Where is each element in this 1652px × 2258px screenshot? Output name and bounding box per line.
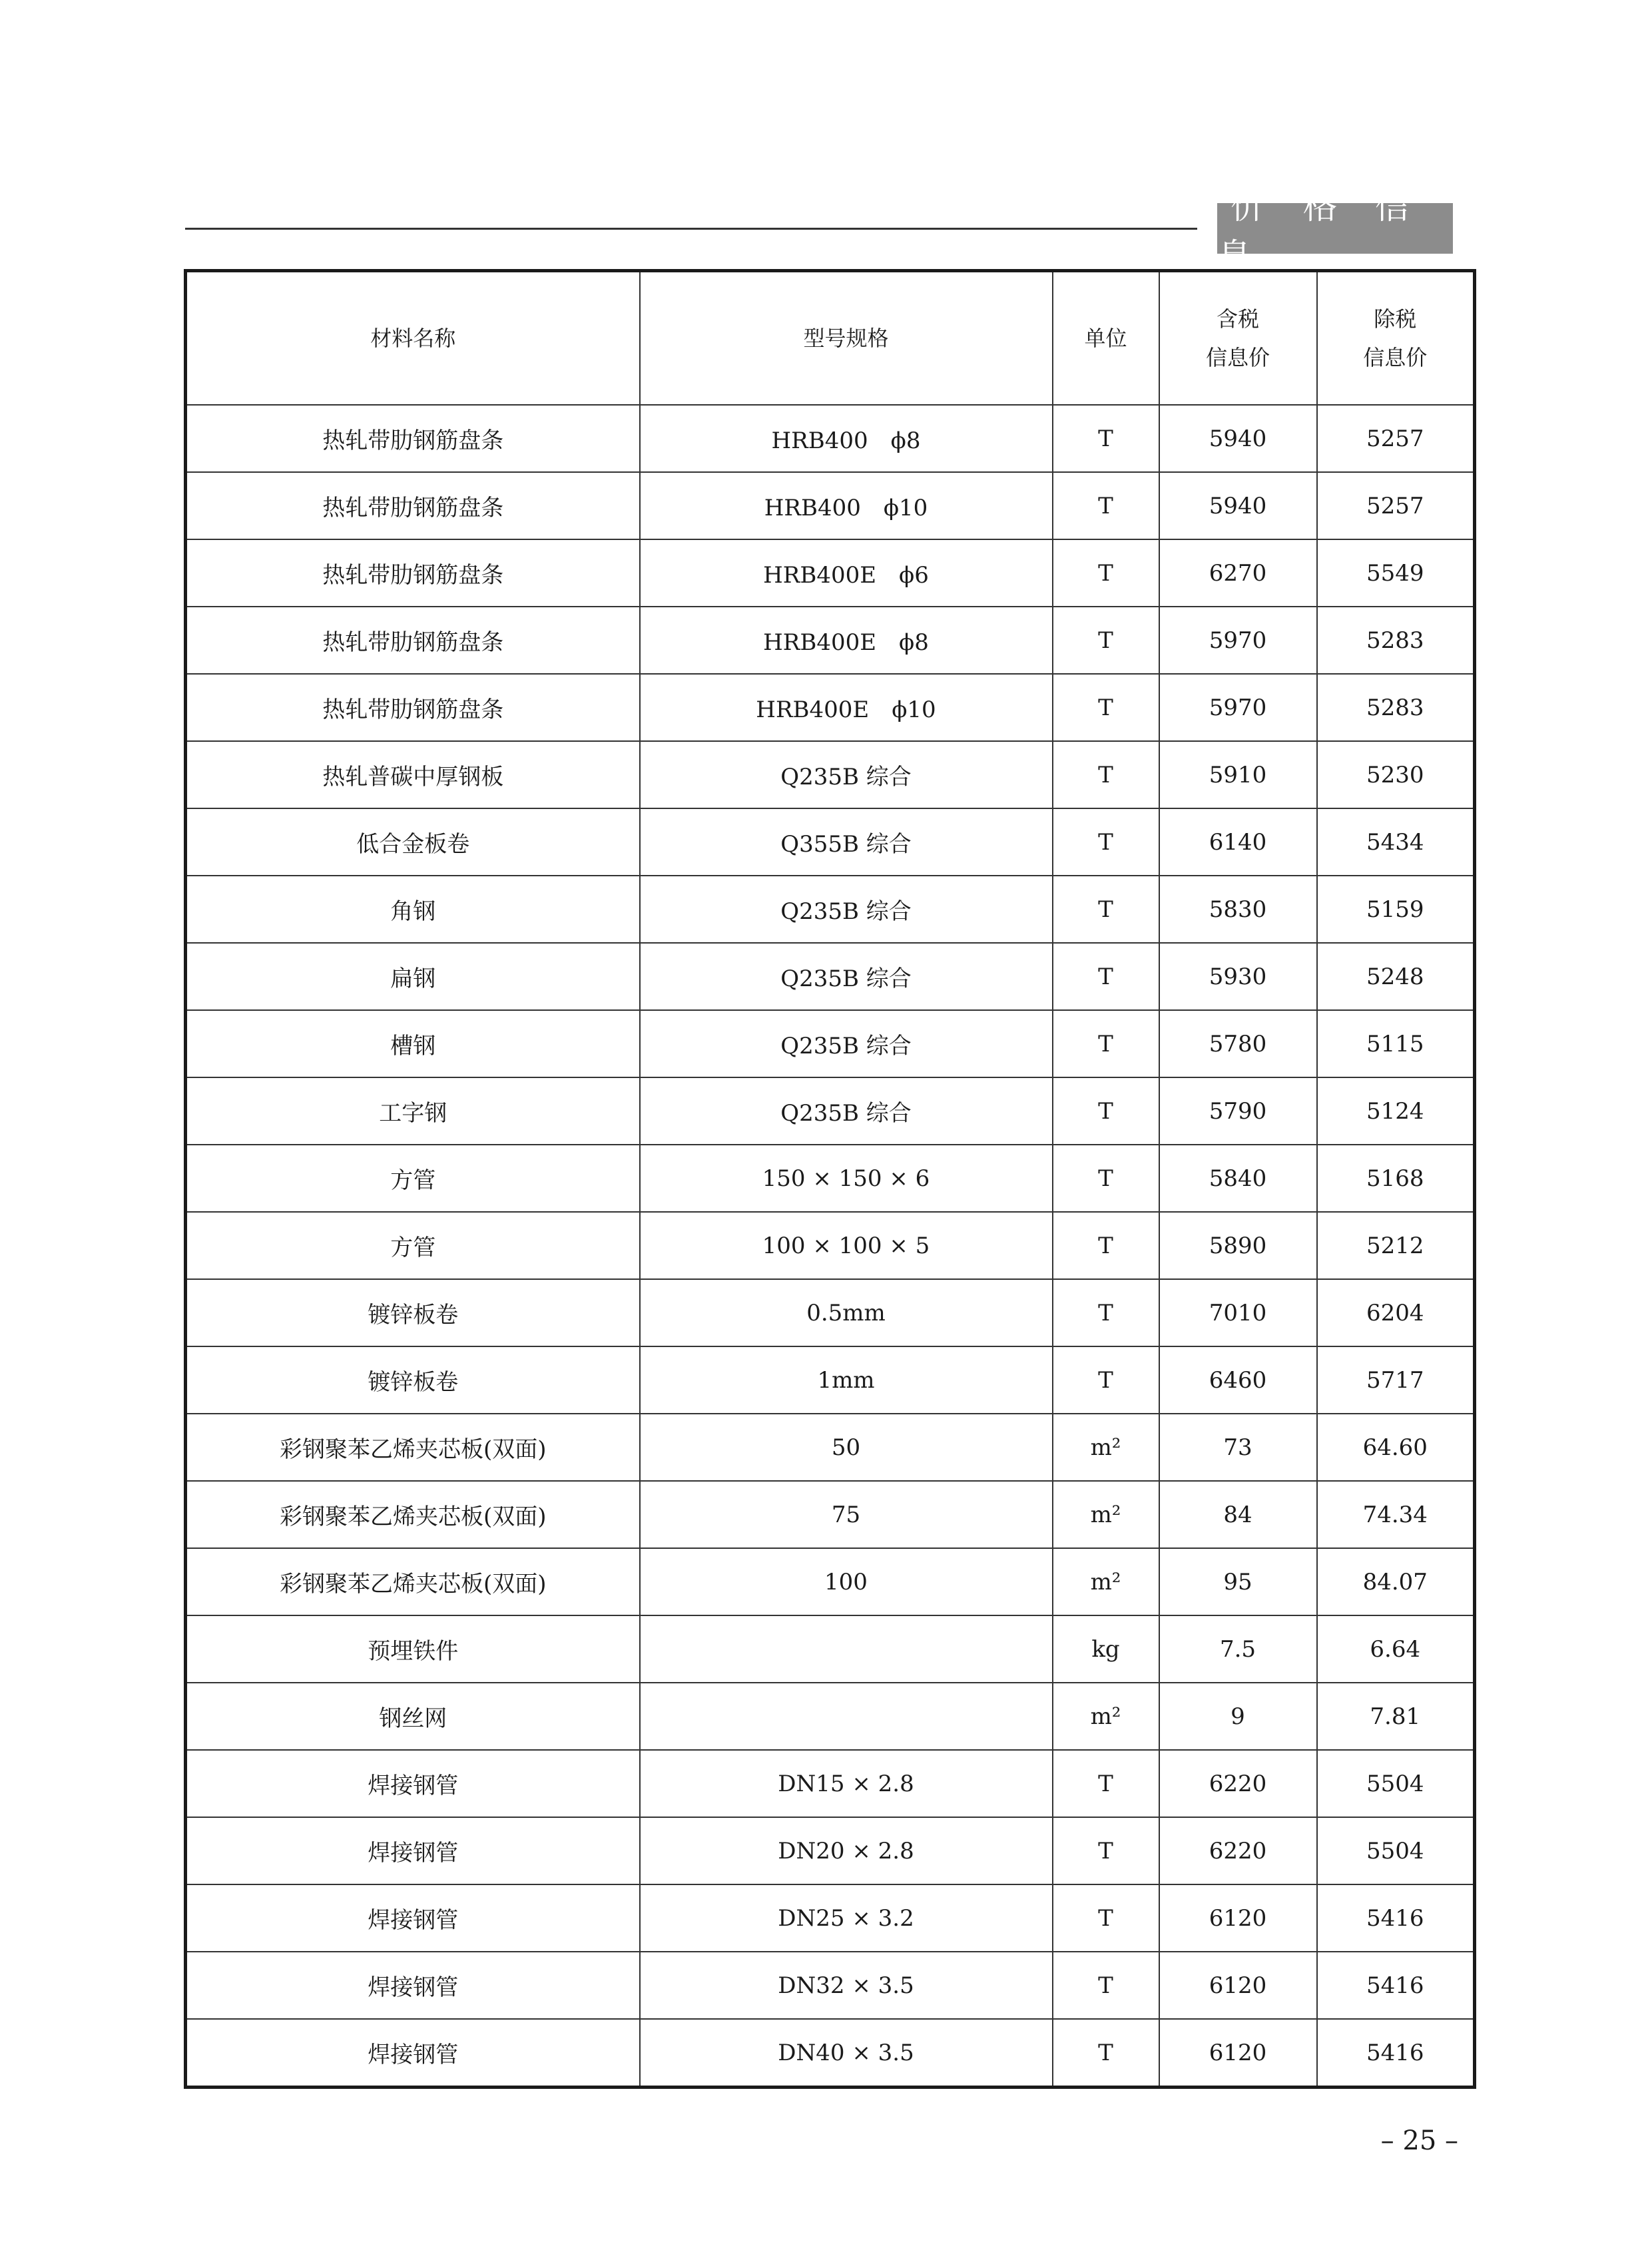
- cell-price-with-tax: 5780: [1159, 1010, 1317, 1077]
- cell-material-name: 焊接钢管: [186, 1884, 640, 1952]
- cell-spec: DN15 × 2.8: [640, 1750, 1053, 1817]
- cell-material-name: 预埋铁件: [186, 1615, 640, 1683]
- cell-price-with-tax: 7010: [1159, 1279, 1317, 1346]
- cell-price-without-tax: 5416: [1317, 1952, 1475, 2019]
- cell-unit: m²: [1053, 1414, 1159, 1481]
- cell-spec: HRB400E ϕ10: [640, 674, 1053, 741]
- table-header-row: [186, 271, 1475, 406]
- cell-price-with-tax: 9: [1159, 1683, 1317, 1750]
- cell-price-with-tax: 7.5: [1159, 1615, 1317, 1683]
- cell-unit: T: [1053, 1346, 1159, 1414]
- cell-unit: T: [1053, 674, 1159, 741]
- cell-price-with-tax: 6220: [1159, 1817, 1317, 1884]
- cell-price-with-tax: 84: [1159, 1481, 1317, 1548]
- table-row: [186, 943, 1475, 1010]
- cell-spec: 50: [640, 1414, 1053, 1481]
- cell-price-with-tax: 5890: [1159, 1212, 1317, 1279]
- cell-unit: T: [1053, 1145, 1159, 1212]
- cell-price-without-tax: 64.60: [1317, 1414, 1475, 1481]
- cell-unit: T: [1053, 1077, 1159, 1145]
- cell-unit: T: [1053, 808, 1159, 876]
- cell-price-with-tax: 5790: [1159, 1077, 1317, 1145]
- cell-material-name: 钢丝网: [186, 1683, 640, 1750]
- table-row: [186, 2019, 1475, 2088]
- cell-price-without-tax: 6204: [1317, 1279, 1475, 1346]
- col-header-unit: 单位: [1053, 271, 1159, 406]
- table-row: [186, 1414, 1475, 1481]
- cell-material-name: 焊接钢管: [186, 2019, 640, 2088]
- cell-price-with-tax: 6460: [1159, 1346, 1317, 1414]
- cell-price-with-tax: 6120: [1159, 2019, 1317, 2088]
- cell-material-name: 热轧带肋钢筋盘条: [186, 674, 640, 741]
- table-row: [186, 1279, 1475, 1346]
- cell-material-name: 焊接钢管: [186, 1817, 640, 1884]
- cell-price-with-tax: 5930: [1159, 943, 1317, 1010]
- cell-spec: HRB400 ϕ10: [640, 472, 1053, 539]
- table-row: [186, 405, 1475, 472]
- cell-material-name: 彩钢聚苯乙烯夹芯板(双面): [186, 1548, 640, 1615]
- cell-spec: Q235B 综合: [640, 1010, 1053, 1077]
- cell-spec: 75: [640, 1481, 1053, 1548]
- table-row: [186, 1817, 1475, 1884]
- cell-price-without-tax: 5257: [1317, 405, 1475, 472]
- cell-price-without-tax: 5212: [1317, 1212, 1475, 1279]
- cell-material-name: 方管: [186, 1212, 640, 1279]
- cell-spec: [640, 1683, 1053, 1750]
- cell-unit: T: [1053, 876, 1159, 943]
- cell-material-name: 热轧普碳中厚钢板: [186, 741, 640, 808]
- cell-material-name: 镀锌板卷: [186, 1346, 640, 1414]
- cell-unit: T: [1053, 539, 1159, 607]
- cell-price-without-tax: 84.07: [1317, 1548, 1475, 1615]
- col-header-spec: 型号规格: [640, 271, 1053, 406]
- table-row: [186, 1548, 1475, 1615]
- cell-price-without-tax: 5248: [1317, 943, 1475, 1010]
- section-tag: 价 格 信 息: [1217, 203, 1453, 254]
- cell-spec: DN40 × 3.5: [640, 2019, 1053, 2088]
- cell-spec: HRB400E ϕ6: [640, 539, 1053, 607]
- cell-material-name: 方管: [186, 1145, 640, 1212]
- col-header-price-with-tax: 含税 信息价: [1159, 271, 1317, 406]
- cell-price-without-tax: 5504: [1317, 1817, 1475, 1884]
- cell-price-without-tax: 5159: [1317, 876, 1475, 943]
- table-row: [186, 876, 1475, 943]
- cell-material-name: 热轧带肋钢筋盘条: [186, 539, 640, 607]
- cell-price-with-tax: 6220: [1159, 1750, 1317, 1817]
- cell-price-with-tax: 5970: [1159, 607, 1317, 674]
- cell-unit: T: [1053, 1212, 1159, 1279]
- table-row: [186, 1010, 1475, 1077]
- cell-price-with-tax: 6270: [1159, 539, 1317, 607]
- col-header-price-without-tax: 除税 信息价: [1317, 271, 1475, 406]
- cell-price-with-tax: 5910: [1159, 741, 1317, 808]
- cell-material-name: 扁钢: [186, 943, 640, 1010]
- table-row: [186, 1145, 1475, 1212]
- table-row: [186, 539, 1475, 607]
- cell-unit: T: [1053, 405, 1159, 472]
- cell-unit: m²: [1053, 1481, 1159, 1548]
- cell-material-name: 槽钢: [186, 1010, 640, 1077]
- cell-material-name: 焊接钢管: [186, 1750, 640, 1817]
- cell-spec: Q235B 综合: [640, 876, 1053, 943]
- cell-material-name: 热轧带肋钢筋盘条: [186, 405, 640, 472]
- cell-price-without-tax: 5416: [1317, 1884, 1475, 1952]
- cell-spec: DN32 × 3.5: [640, 1952, 1053, 2019]
- cell-price-with-tax: 5830: [1159, 876, 1317, 943]
- cell-spec: DN20 × 2.8: [640, 1817, 1053, 1884]
- cell-spec: 100 × 100 × 5: [640, 1212, 1053, 1279]
- table-row: [186, 472, 1475, 539]
- cell-material-name: 彩钢聚苯乙烯夹芯板(双面): [186, 1414, 640, 1481]
- cell-price-without-tax: 5416: [1317, 2019, 1475, 2088]
- cell-unit: T: [1053, 2019, 1159, 2088]
- cell-spec: Q235B 综合: [640, 1077, 1053, 1145]
- cell-spec: Q235B 综合: [640, 741, 1053, 808]
- price-table: [184, 269, 1476, 2089]
- cell-spec: Q355B 综合: [640, 808, 1053, 876]
- cell-unit: T: [1053, 741, 1159, 808]
- cell-spec: Q235B 综合: [640, 943, 1053, 1010]
- cell-unit: m²: [1053, 1683, 1159, 1750]
- cell-material-name: 工字钢: [186, 1077, 640, 1145]
- cell-spec: [640, 1615, 1053, 1683]
- cell-unit: T: [1053, 472, 1159, 539]
- cell-material-name: 热轧带肋钢筋盘条: [186, 472, 640, 539]
- cell-price-without-tax: 5230: [1317, 741, 1475, 808]
- cell-spec: 150 × 150 × 6: [640, 1145, 1053, 1212]
- cell-spec: HRB400 ϕ8: [640, 405, 1053, 472]
- cell-price-without-tax: 5283: [1317, 607, 1475, 674]
- table-row: [186, 1212, 1475, 1279]
- col-header-material-name: 材料名称: [186, 271, 640, 406]
- cell-material-name: 角钢: [186, 876, 640, 943]
- cell-price-without-tax: 7.81: [1317, 1683, 1475, 1750]
- cell-unit: T: [1053, 943, 1159, 1010]
- table-row: [186, 1952, 1475, 2019]
- cell-unit: T: [1053, 1817, 1159, 1884]
- cell-spec: HRB400E ϕ8: [640, 607, 1053, 674]
- cell-spec: 1mm: [640, 1346, 1053, 1414]
- cell-material-name: 镀锌板卷: [186, 1279, 640, 1346]
- cell-unit: T: [1053, 607, 1159, 674]
- table-row: [186, 808, 1475, 876]
- cell-material-name: 彩钢聚苯乙烯夹芯板(双面): [186, 1481, 640, 1548]
- cell-price-without-tax: 5124: [1317, 1077, 1475, 1145]
- table-row: [186, 741, 1475, 808]
- cell-price-without-tax: 5717: [1317, 1346, 1475, 1414]
- cell-unit: m²: [1053, 1548, 1159, 1615]
- cell-price-without-tax: 5504: [1317, 1750, 1475, 1817]
- cell-unit: T: [1053, 1010, 1159, 1077]
- cell-unit: T: [1053, 1750, 1159, 1817]
- cell-price-without-tax: 5168: [1317, 1145, 1475, 1212]
- cell-price-without-tax: 5549: [1317, 539, 1475, 607]
- cell-material-name: 焊接钢管: [186, 1952, 640, 2019]
- cell-unit: T: [1053, 1952, 1159, 2019]
- page-number: – 25 –: [1380, 2125, 1458, 2156]
- cell-spec: DN25 × 3.2: [640, 1884, 1053, 1952]
- header-rule: [185, 228, 1197, 230]
- table-row: [186, 1346, 1475, 1414]
- table-body: [186, 405, 1475, 2088]
- table-row: [186, 607, 1475, 674]
- table-row: [186, 1683, 1475, 1750]
- table-row: [186, 1077, 1475, 1145]
- table-row: [186, 1884, 1475, 1952]
- cell-price-with-tax: 6120: [1159, 1884, 1317, 1952]
- cell-price-with-tax: 5840: [1159, 1145, 1317, 1212]
- cell-price-without-tax: 6.64: [1317, 1615, 1475, 1683]
- cell-price-with-tax: 5940: [1159, 472, 1317, 539]
- cell-spec: 100: [640, 1548, 1053, 1615]
- cell-price-without-tax: 5434: [1317, 808, 1475, 876]
- cell-price-with-tax: 5940: [1159, 405, 1317, 472]
- cell-price-without-tax: 5115: [1317, 1010, 1475, 1077]
- cell-price-without-tax: 74.34: [1317, 1481, 1475, 1548]
- table-row: [186, 1615, 1475, 1683]
- table-row: [186, 1481, 1475, 1548]
- cell-unit: T: [1053, 1884, 1159, 1952]
- cell-price-without-tax: 5257: [1317, 472, 1475, 539]
- cell-spec: 0.5mm: [640, 1279, 1053, 1346]
- cell-price-with-tax: 6140: [1159, 808, 1317, 876]
- cell-unit: T: [1053, 1279, 1159, 1346]
- table-row: [186, 674, 1475, 741]
- cell-material-name: 低合金板卷: [186, 808, 640, 876]
- cell-price-with-tax: 6120: [1159, 1952, 1317, 2019]
- cell-material-name: 热轧带肋钢筋盘条: [186, 607, 640, 674]
- table-row: [186, 1750, 1475, 1817]
- cell-unit: kg: [1053, 1615, 1159, 1683]
- cell-price-without-tax: 5283: [1317, 674, 1475, 741]
- cell-price-with-tax: 5970: [1159, 674, 1317, 741]
- cell-price-with-tax: 73: [1159, 1414, 1317, 1481]
- cell-price-with-tax: 95: [1159, 1548, 1317, 1615]
